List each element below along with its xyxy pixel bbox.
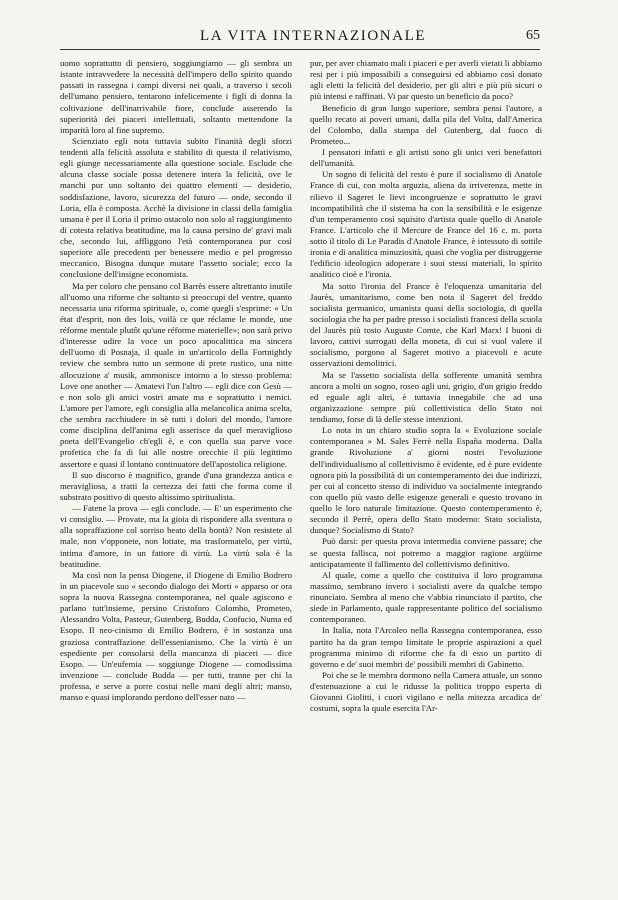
- paragraph: uomo soprattutto di pensiero, soggiungiamo — gli sembra un istante intravvedere la necessità dell'impero dello spirito quando passati in rassegna i campi diversi nei quali, a traverso i secoli dell'umano pensiero, tentarono infelicemente i figli di donna la coltivazione dell'inarrivabile fiore, conclude asserendo la superiorità dei piaceri intellettuali, soltanto mettendone la imparità loro al fine supremo.: [60, 58, 292, 135]
- paragraph: Un sogno di felicità del resto è pure il socialismo di Anatole France di cui, con molta arguzia, aliena da irriverenza, mette in rilievo il Sageret le lievi incongruenze e soprattutto le gravi incompatibilità che il sistema ha con la sensibilità e le esigenze d'un temperamento così squisito d'artista quale quello di Anatole France. L'articolo che il Mercure de France del 16 c. m. porta sotto il titolo di Le Paradis d'Anatole France, è intessuto di sottile ironia e di analitica minuziosità, quasi che voglia per distruggerne l'edificio ideologico adoperare i suoi stessi materiali, lo spirito analitico cioè e l'ironia.: [310, 169, 542, 280]
- paragraph: Il suo discorso è magnifico, grande d'una grandezza antica e meravigliosa, a tratti la certezza dei fatti che forma come il substrato positivo di questo altissimo spiritualista.: [60, 469, 292, 502]
- paragraph: Lo nota in un chiaro studio sopra la « Evoluzione sociale contemporanea » M. Sales Ferrè nella España moderna. Dalla grande Rivoluzione a' giorni nostri l'evoluzione dell'individualismo al collettivismo è evidente, ed è pure evidente ognora più la possibilità di un contemperamento dei due indirizzi, per cui al concetto stesso di individuo va socialmente integrando con quello più vasto delle esigenze generali e questo trovano in quello le loro naturale limitazione. Questo contemperamento è, secondo il Perrè, opera dello Stato moderno: Stato socialista, dunque? Socialismo di Stato?: [310, 425, 542, 536]
- paragraph: Poi che se le membra dormono nella Camera attuale, un sonno d'estenuazione a cui le ridusse la politica troppo esperta di Giovanni Giolitti, i cuori vigilano e nella mitezza arcadica de' costumi, sopra la quale esercita l'Ar-: [310, 669, 542, 714]
- paragraph: Può darsi: per questa prova intermedia conviene passare; che se questa fallisca, noi potremo a maggior ragione argüirne anticipatamente il fallimento del collettivismo definitivo.: [310, 536, 542, 569]
- left-column: [60, 58, 292, 703]
- paragraph: Ma così non la pensa Diogene, il Diogene di Emilio Bodrero in un piacevole suo « secondo dialogo dei Morti » apparso or ora sopra la nuova Rassegna contemporanea, nel quale agiscono e parlano tutt'insieme, persino Cristoforo Colombo, Prometeo, Alessandro Volta, Pasteur, Gutenberg, Budda, Confucio, Numa ed Esopo. Il neo-cinismo di Emilio Bodrero, è in sostanza una graziosa contraffazione dell'essenianismo. Che la virtù è un espediente per consolarsi della mancanza di piaceri — dice Esopo. — Un'eufemia — soggiunge Diogene — comodissima invenzione — conclude Budda — per tutti, tranne per chi la professa, e serve a porre costui nelle mani degli altri; manso, manso e quasi implorando perdono dell'esser nato —: [60, 569, 292, 703]
- paragraph: Ma se l'assetto socialista della sofferente umanità sembra ancora a molti un sogno, roseo agli uni, grigio, d'un grigio freddo ed eguale agli altri, è tuttavia innegabile che ad una organizzazione sempre più collettivistica dello Stato noi tendiamo, forse di là delle stesse intenzioni.: [310, 369, 542, 424]
- paragraph: Scienziato egli nota tuttavia subito l'inanità degli sforzi tendenti alla felicità assoluta e stabilito di questa il relativismo, egli giunge necessariamente alla questione sociale. Esclude che alcuna classe sociale possa detenere intera la felicità, ove le manchi pur uno soltanto dei quattro elementi — desiderio, soddisfazione, lavoro, sicurezza del futuro — onde, secondo il Loria, ella è composta. Acchè la divisione in classi della famiglia umana è per il Loria il primo ostacolo non solo al raggiungimento di cotesta relativa beatitudine, ma la causa persino de' gravi mali che, secondo lui, affliggono l'età contemporanea pur così superiore alle precedenti per benessere medio e pel progresso meccanico. Bisogna dunque mutare l'assetto sociale; ecco la conclusione dell'insigne economista.: [60, 135, 292, 280]
- paragraph: I pensatori infatti e gli artisti sono gli unici veri benefattori dell'umanità.: [310, 147, 542, 169]
- paragraph: Beneficio di gran lungo superiore, sembra pensi l'autore, a quello recato ai poveri umani, dalla pila del Volta, dall'America del Colombo, dalla stampa del Gutenberg, dal fuoco di Prometeo...: [310, 102, 542, 146]
- running-header: [60, 28, 540, 46]
- page-number: 65: [526, 28, 540, 43]
- running-title: LA VITA INTERNAZIONALE: [200, 28, 427, 44]
- paragraph: Al quale, come a quello che costituiva il loro programma massimo, sembrano invero i socialisti avere da qualche tempo rinunciato. Sembra al meno che v'abbia rinunciato il partito, che siede in Parlamento, quale rappresentante politico del socialismo contemporaneo.: [310, 569, 542, 625]
- paragraph: Ma per coloro che pensano col Barrès essere altrettanto inutile all'uomo una riforme che soltanto si preoccupi del ventre, quanto necessaria una riforma spirituale, o, come quegli s'esprime: « Un état d'esprit, non des lois, voilà ce que réclame le monde, une réforme mentale plutôt qu'une réforme materielle»; non sarà privo d'interesse udire la voce un poco apocalittica ma sincera dell'uomo di Posnaja, il quale in un'articolo della Fortnightly review che sembra tutto un sermone di prete rustico, una nitte allocuzione a' musik, ammonisce intorno a lo stesso problema: Love one another — Amatevi l'un l'altro — egli dice con Gesù — e non solo gli amici vostri amate ma e soprattutto i nemici. L'amore per l'amore, egli consiglia alla melancolica anima scelta, che sembra racchiudere in sè tutti i dolori del mondo, l'amore come disciplina dell'anima egli asserisce da quel meraviglioso poeta dell'Evangelio ch'egli è, e con quella sua parve voce profetica che fa di lui alle nostre orecchie il più legittimo assertore e quasi il lontano continuatore dell'apostolica religione.: [60, 280, 292, 469]
- right-column: [310, 58, 542, 714]
- paragraph: pur, per aver chiamato mali i piaceri e per averli vietati li abbiamo resi per i più impossibili a conseguirsi ed abbiamo così donato agli eletti la felicità del desiderio, per gli altri e più più sicuri o più intensi e raffinati. Vi par questo un beneficio da poco?: [310, 58, 542, 102]
- paragraph: In Italia, nota l'Arcoleo nella Rassegna contemporanea, esso partito ha da gran tempo limitate le proprie aspirazioni a quel programma minimo di riforme che fa di esso un partito di governo e de' suoi membri de' possibili membri di Gabinetto.: [310, 625, 542, 669]
- header-rule: [60, 49, 540, 50]
- paragraph: Ma sotto l'ironia del France è l'eloquenza umanitaria del Jaurès, umanitarismo, come ben nota il Sageret del freddo socialista germanico, umanista quasi della sociologia, di quella sociologia che ha per padre presso i socialisti francesi della scuola del Jaurès più tosto Auguste Comte, che Karl Marx! I buoni di lavoro, cattivi surrogati della moneta, di cui si vuol valere il socialismo, porgono al Sageret motivo a piacevoli e acute osservazioni demolitrici.: [310, 280, 542, 369]
- paragraph: — Fatene la prova — egli conclude. — E' un esperimento che vi consiglio. — Provate, ma la gioia di rispondere alla sventura o alla sopraffazione col sorriso beato della bontà? Non resistete al male, non v'opponete, non lottate, ma trasformatelo, per virtù, intima d'amore, in un fattore di virtù. La virtù sola è la beatitudine.: [60, 503, 292, 569]
